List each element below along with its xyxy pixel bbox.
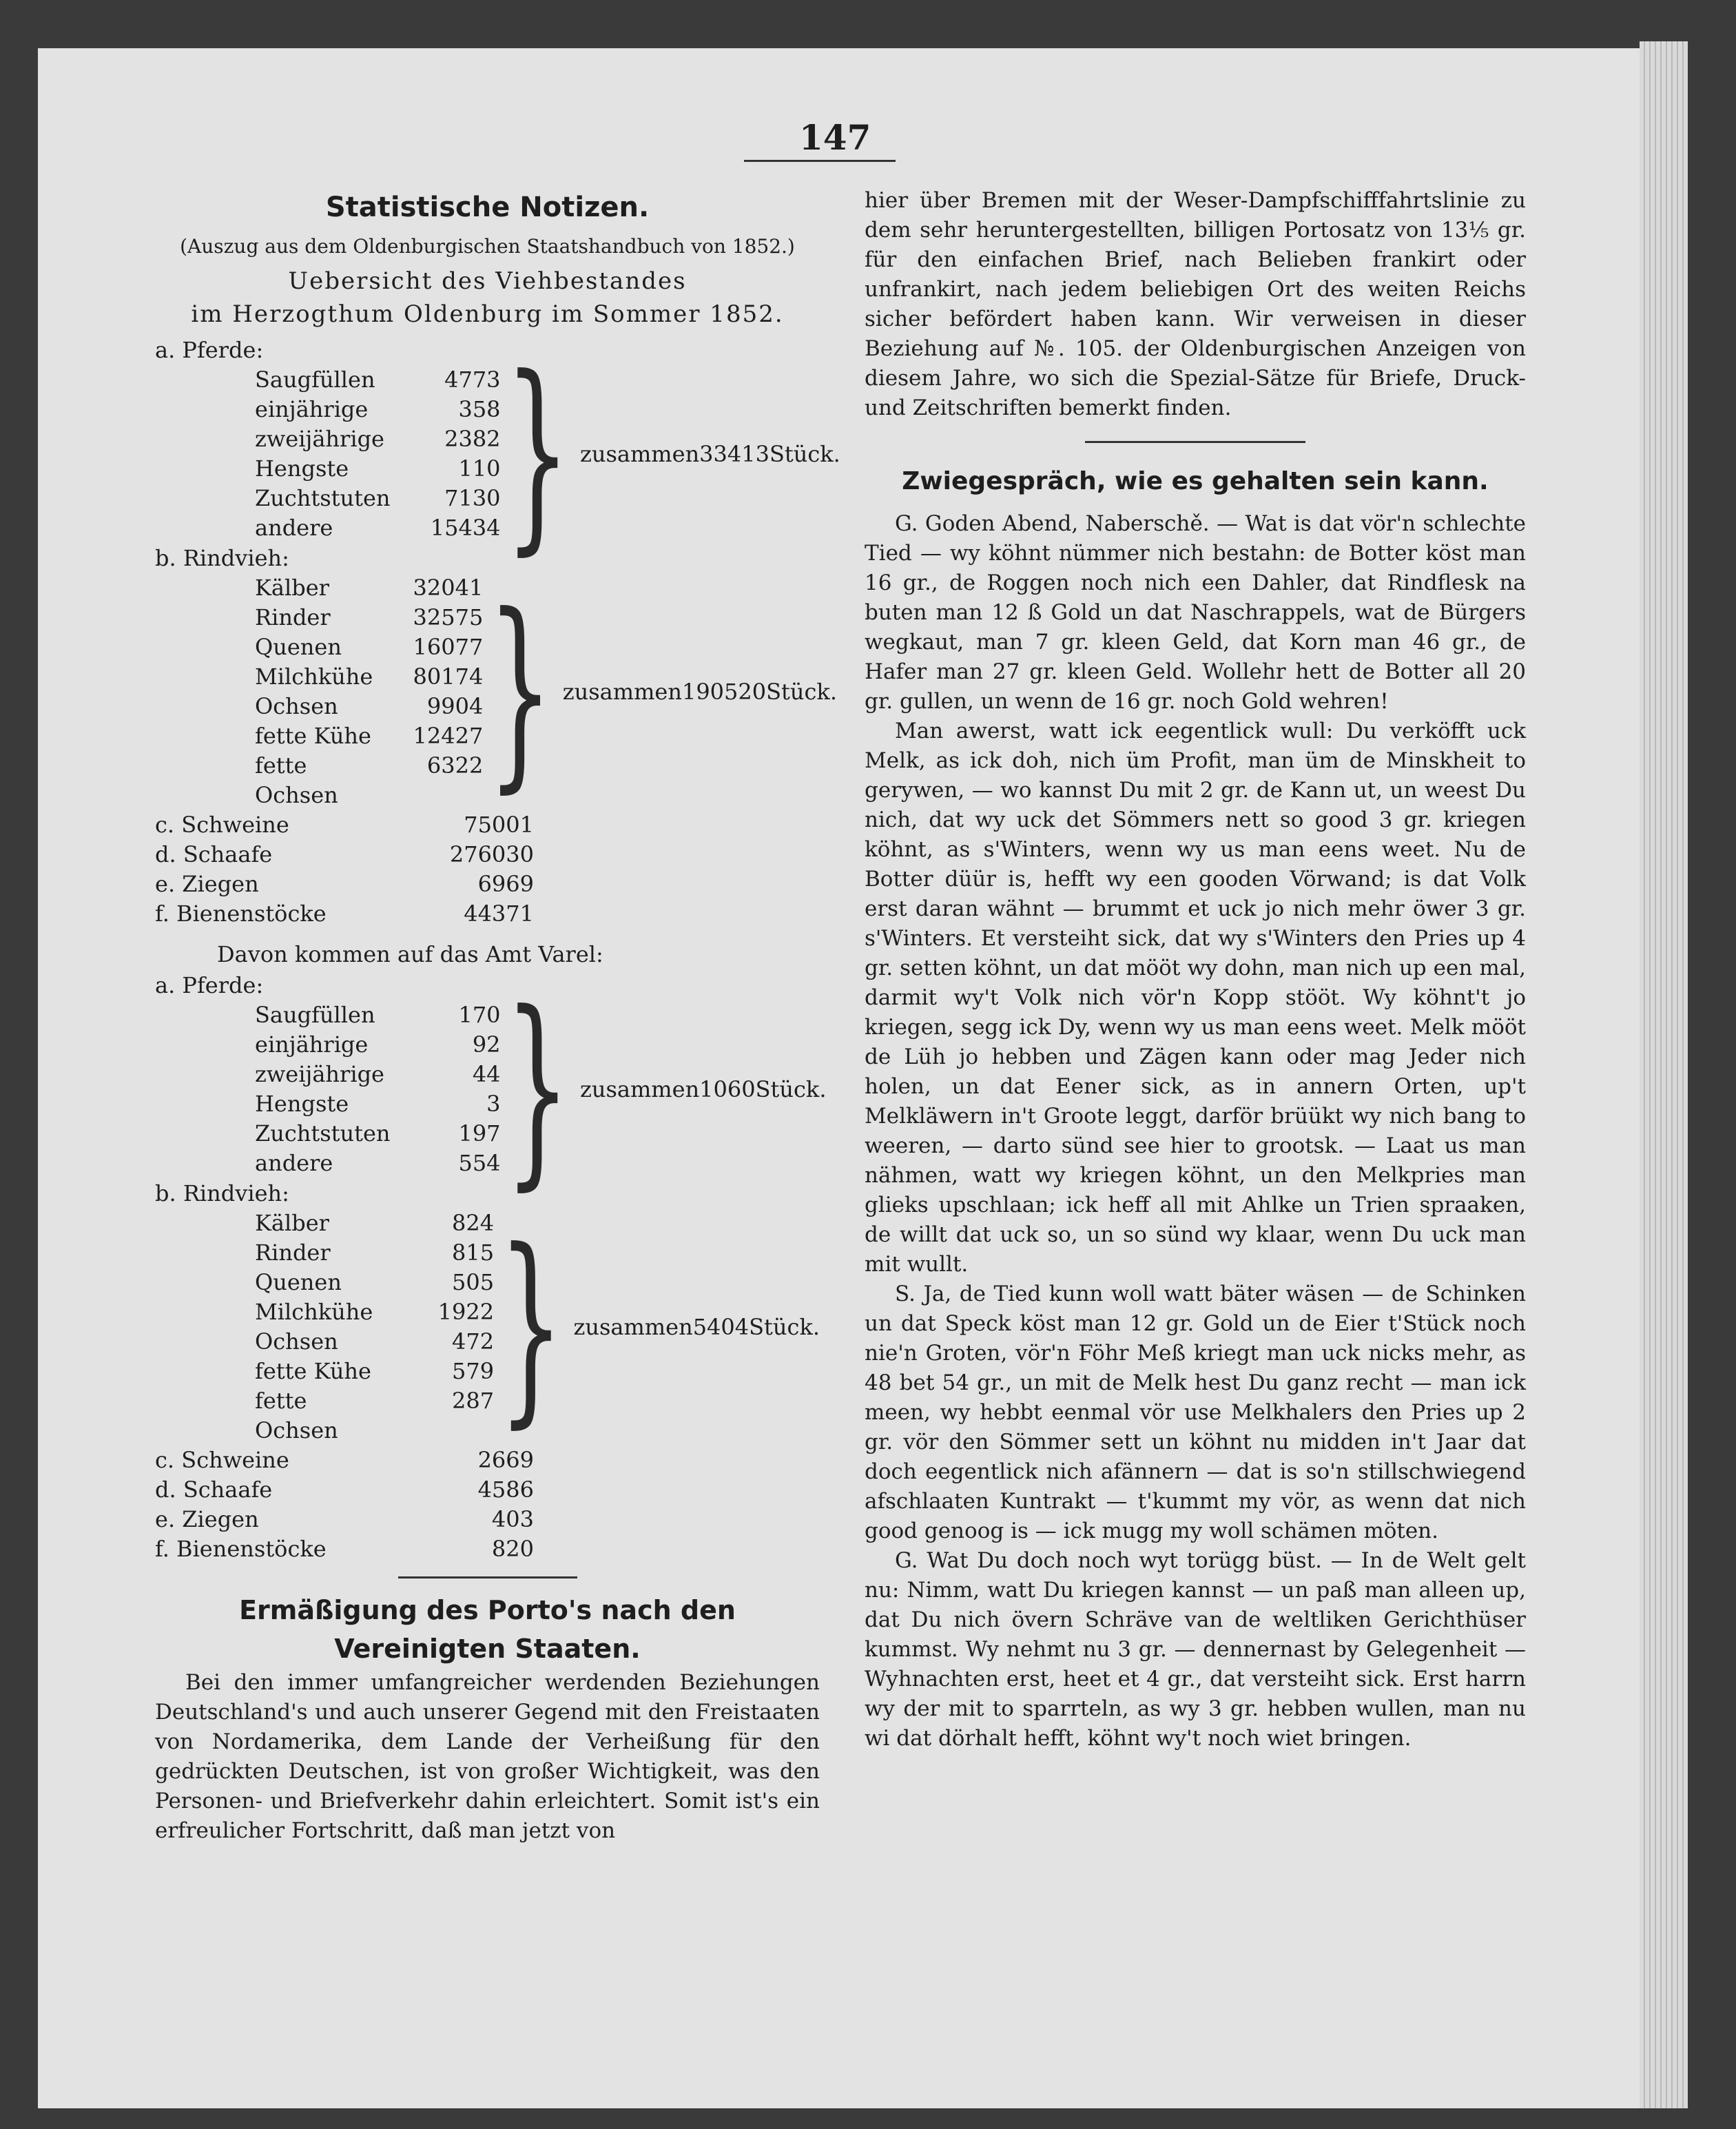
stat-name: fette Ochsen — [255, 1388, 338, 1443]
stat-row — [255, 1357, 494, 1386]
stat-value: 75001 — [464, 812, 534, 838]
stat-row — [155, 810, 820, 840]
stat-name: d. Schaafe — [155, 1477, 273, 1503]
stat-name: e. Ziegen — [155, 1506, 259, 1532]
porto-text: Bei den immer umfangreicher werdenden Beziehungen Deutschland's und auch unserer Gegend mit den Freistaaten von Nordamerika, dem Lande der Verheißung für den gedrückten Deutschen, ist von großer Wichtigkeit, was den Personen- und Briefverkehr dahin erleichtert. Somit ist's ein erfreulicher Fortschritt, daß man jetzt von — [155, 1670, 820, 1843]
stat-value: 12427 — [413, 723, 484, 749]
varel-intro: Davon kommen auf das Amt Varel: — [217, 941, 603, 967]
dialog-paragraph: G. Wat Du doch noch wyt torügg büst. — In de Welt gelt nu: Nimm, watt Du kriegen kannst — un paß man alleen up, dat Du nich övern Schräve van de weltliken Gerichthüser kummst. Wy nehmt nu 3 gr. — dennernast by Gelegenheit — Wyhnachten erst, heet et 4 gr., dat versteiht sick. Erst harrn wy der mit to sparrteln, as wy 3 gr. hebben wullen, man nu wi dat dörhalt hefft, köhnt wy't noch wiet bringen. — [865, 1548, 1526, 1751]
stat-value: 579 — [451, 1358, 495, 1384]
stat-row — [255, 1060, 501, 1089]
stat-value: 44 — [472, 1061, 501, 1087]
stat-row — [255, 573, 483, 603]
group-label: b. Rindvieh: — [155, 1180, 289, 1206]
sum-value: 1060 — [699, 1076, 756, 1102]
stat-value: 6969 — [477, 871, 534, 897]
stat-value: 403 — [491, 1506, 534, 1532]
statistics-title: Statistische Notizen. — [325, 192, 650, 223]
stat-name: Hengste — [255, 455, 349, 482]
stat-value: 80174 — [413, 664, 484, 690]
section-divider — [398, 1576, 577, 1578]
sum-unit: Stück. — [769, 440, 840, 467]
stat-row — [155, 870, 820, 899]
left-column — [155, 186, 840, 1846]
stat-row — [255, 603, 483, 632]
stat-value: 1922 — [437, 1299, 495, 1325]
stat-row — [255, 1209, 494, 1238]
stat-value: 287 — [451, 1388, 495, 1414]
stat-name: Milchkühe — [255, 664, 373, 690]
stat-row — [255, 1268, 494, 1297]
sum-unit: Stück. — [755, 1076, 827, 1102]
overview-heading-line1: Uebersicht des Viehbestandes — [288, 267, 687, 295]
stat-row — [155, 1534, 820, 1564]
stat-value: 4773 — [444, 367, 501, 393]
other-animals-list — [155, 1446, 820, 1564]
porto-continuation: hier über Bremen mit der Weser-Dampfschifffahrtslinie zu dem sehr heruntergestellten, billigen Portosatz von 13⅕ gr. für den einfachen Brief, nach Belieben frankirt oder unfrankirt, nach jedem beliebigen Ort des weiten Reichs sicher befördert haben kann. Wir verweisen in dieser Beziehung auf №. 105. der Oldenburgischen Anzeigen von diesem Jahre, wo sich die Spezial-Sätze für Briefe, Druck- und Zeitschriften bemerkt finden. — [865, 188, 1526, 420]
stat-name: f. Bienenstöcke — [155, 901, 327, 927]
stat-name: einjährige — [255, 396, 369, 422]
stat-value: 197 — [458, 1120, 501, 1146]
stat-row — [255, 484, 501, 513]
stat-row — [255, 692, 483, 721]
porto-title-line1: Ermäßigung des Porto's nach den — [239, 1595, 736, 1625]
stat-name: Ochsen — [255, 693, 338, 719]
porto-title-line2: Vereinigten Staaten. — [334, 1634, 641, 1664]
stat-value: 815 — [451, 1240, 495, 1266]
stat-name: c. Schweine — [155, 1447, 289, 1473]
stat-value: 505 — [451, 1269, 495, 1295]
sum-unit: Stück. — [749, 1313, 820, 1340]
stat-row — [155, 1475, 820, 1505]
stat-value: 4586 — [477, 1477, 534, 1503]
stat-row — [255, 1386, 494, 1446]
sum-word: zusammen — [579, 1076, 700, 1102]
overview-heading-line2: im Herzogthum Oldenburg im Sommer 1852. — [191, 300, 784, 328]
stat-name: Rinder — [255, 1240, 331, 1266]
stat-value: 472 — [451, 1328, 495, 1355]
group-label: a. Pferde: — [155, 337, 264, 363]
stat-name: fette Kühe — [255, 723, 371, 749]
brace-glyph: } — [487, 572, 553, 812]
stat-name: Quenen — [255, 634, 342, 660]
group-label: b. Rindvieh: — [155, 545, 289, 571]
stat-name: Rinder — [255, 604, 331, 630]
stat-name: Saugfüllen — [255, 1002, 375, 1028]
stat-name: fette Kühe — [255, 1358, 371, 1384]
stat-row — [255, 395, 501, 424]
brace-glyph: } — [504, 334, 570, 574]
stat-row — [155, 1446, 820, 1475]
right-column — [865, 186, 1526, 1753]
sum-word: zusammen — [579, 440, 700, 467]
stat-name: fette Ochsen — [255, 752, 338, 808]
stat-name: Saugfüllen — [255, 367, 375, 393]
dialog-body — [865, 509, 1526, 1753]
other-animals-list — [155, 810, 820, 929]
sum-word: zusammen — [562, 678, 682, 705]
stat-row — [255, 1000, 501, 1030]
stat-value: 554 — [458, 1150, 501, 1176]
stat-name: Kälber — [255, 1210, 329, 1236]
stat-name: e. Ziegen — [155, 871, 259, 897]
brace-glyph: } — [504, 969, 570, 1209]
cattle-group — [155, 1209, 820, 1446]
dialog-paragraph: Man awerst, watt ick eegentlick wull: Du verköfft uck Melk, as ick doh, nich üm Profit, man üm de Minskheit to gerywen, — wo kannst Du mit 2 gr. de Kann ut, un weest Du nich, dat wy uck det Sömmers nett so good 3 gr. kriegen köhnt, as s'Winters, wenn wy us man eens weet. Nu de Botter düür is, hefft wy een gooden Vörwand; is dat Volk erst daran wähnt — brummt et uck jo nich mehr öwer 3 gr. s'Winters. Et versteiht sick, dat wy s'Winters den Pries up 4 gr. setten köhnt, un dat mööt wy dohn, man nich up een mal, darmit wy't Volk nich vör'n Kopp stööt. Wy köhnt't jo kriegen, segg ick Dy, wenn wy us man eens weet. Melk mööt de Lüh jo hebben und Zägen kann oder mag Jeder nich holen, un dat Eener sick, as in annern Orten, up't Melkläwern in't Groote leggt, darför brüükt wy nich bang to weeren, — darto sünd see hier to grootsk. — Laat us man nähmen, watt wy kriegen köhnt, un den Melkpries man glieks upschlaan; ick heff all mit Ahlke un Trien spraaken, de willt dat uck so, un so sünd wy klaar, wenn Du uck man mit wullt. — [865, 719, 1526, 1277]
stat-name: andere — [255, 515, 333, 541]
stat-row — [255, 1149, 501, 1178]
group-total — [580, 1075, 827, 1104]
sum-value: 190520 — [681, 678, 767, 705]
stat-name: Ochsen — [255, 1328, 338, 1355]
cattle-group — [155, 572, 837, 812]
stat-value: 15434 — [430, 515, 501, 541]
total-livestock-table — [155, 334, 840, 929]
stat-value: 16077 — [413, 634, 484, 660]
stat-value: 92 — [472, 1031, 501, 1058]
stat-name: Quenen — [255, 1269, 342, 1295]
stat-value: 7130 — [444, 485, 501, 511]
stat-row — [255, 454, 501, 484]
group-label: a. Pferde: — [155, 972, 264, 998]
group-total — [563, 677, 837, 707]
stat-row — [255, 632, 483, 662]
stat-value: 276030 — [449, 841, 534, 867]
brace-glyph: } — [498, 1207, 564, 1447]
stat-row — [155, 1505, 820, 1534]
stat-row — [255, 1030, 501, 1060]
sum-unit: Stück. — [766, 678, 837, 705]
stat-value: 3 — [486, 1091, 501, 1117]
stat-row — [255, 1238, 494, 1268]
stat-value: 824 — [451, 1210, 495, 1236]
stat-value: 9904 — [426, 693, 484, 719]
stat-value: 170 — [458, 1002, 501, 1028]
group-total — [580, 440, 840, 469]
stat-value: 32041 — [413, 575, 484, 601]
stat-name: zweijährige — [255, 426, 384, 452]
stat-name: Milchkühe — [255, 1299, 373, 1325]
stat-name: zweijährige — [255, 1061, 384, 1087]
stat-row — [255, 1327, 494, 1357]
stat-name: Hengste — [255, 1091, 349, 1117]
stat-value: 6322 — [426, 752, 484, 779]
stat-name: Kälber — [255, 575, 329, 601]
stat-row — [255, 1297, 494, 1327]
stat-row — [255, 1119, 501, 1149]
stat-row — [255, 365, 501, 395]
header-rule — [744, 160, 896, 162]
page-edge — [1640, 41, 1688, 2108]
dialog-title: Zwiegespräch, wie es gehalten sein kann. — [902, 467, 1489, 495]
stat-name: d. Schaafe — [155, 841, 273, 867]
sum-word: zusammen — [573, 1313, 693, 1340]
group-total — [573, 1313, 820, 1342]
stat-value: 110 — [458, 455, 501, 482]
stat-row — [255, 1089, 501, 1119]
stat-value: 820 — [491, 1536, 534, 1562]
stat-name: andere — [255, 1150, 333, 1176]
stat-name: einjährige — [255, 1031, 369, 1058]
statistics-subtitle: (Auszug aus dem Oldenburgischen Staatshandbuch von 1852.) — [180, 235, 795, 258]
stat-row — [255, 662, 483, 692]
page-number: 147 — [799, 117, 871, 158]
stat-name: Zuchtstuten — [255, 485, 391, 511]
stat-row — [255, 513, 501, 543]
stat-value: 44371 — [464, 901, 534, 927]
stat-row — [155, 840, 820, 870]
dialog-paragraph: S. Ja, de Tied kunn woll watt bäter wäsen — de Schinken un dat Speck köst man 12 gr. Gold un de Eier t'Stück noch nie'n Groten, vör'n Föhr Meß kriegt man uck nicks mehr, as 48 bet 54 gr., un mit de Melk hest Du ganz recht — man ick meen, wy hebbt eenmal vör use Melkhalers den Pries up 2 gr. vör den Sömmer sett un köhnt nu midden in't Jaar dat doch eegentlick nich afännern — dat is so'n stillschwiegend afschlaaten Kuntrakt — t'kummt my vör, as wenn dat nich good genoog is — ick mugg my woll schämen möten. — [865, 1282, 1526, 1543]
varel-livestock-table — [155, 969, 827, 1564]
stat-row — [255, 751, 483, 810]
sum-value: 33413 — [699, 440, 769, 467]
sum-value: 5404 — [692, 1313, 750, 1340]
stat-row — [155, 899, 820, 929]
section-divider — [1085, 441, 1305, 443]
stat-row — [255, 424, 501, 454]
stat-value: 32575 — [413, 604, 484, 630]
stat-value: 2669 — [477, 1447, 534, 1473]
dialog-paragraph: G. Goden Abend, Naberschě. — Wat is dat vör'n schlechte Tied — wy köhnt nümmer nich bestahn: de Botter köst man 16 gr., de Roggen noch nich een Dahler, dat Rindflesk na buten man 12 ß Gold un dat Naschrappels, wat de Bürgers wegkaut, man 7 gr. kleen Geld, dat Korn man 46 gr., de Hafer man 27 gr. kleen Geld. Wollehr hett de Botter all 20 gr. gullen, un wenn de 16 gr. noch Gold wehren! — [865, 511, 1526, 714]
stat-name: f. Bienenstöcke — [155, 1536, 327, 1562]
stat-name: Zuchtstuten — [255, 1120, 391, 1146]
stat-name: c. Schweine — [155, 812, 289, 838]
stat-row — [255, 721, 483, 751]
stat-value: 2382 — [444, 426, 501, 452]
stat-value: 358 — [458, 396, 501, 422]
